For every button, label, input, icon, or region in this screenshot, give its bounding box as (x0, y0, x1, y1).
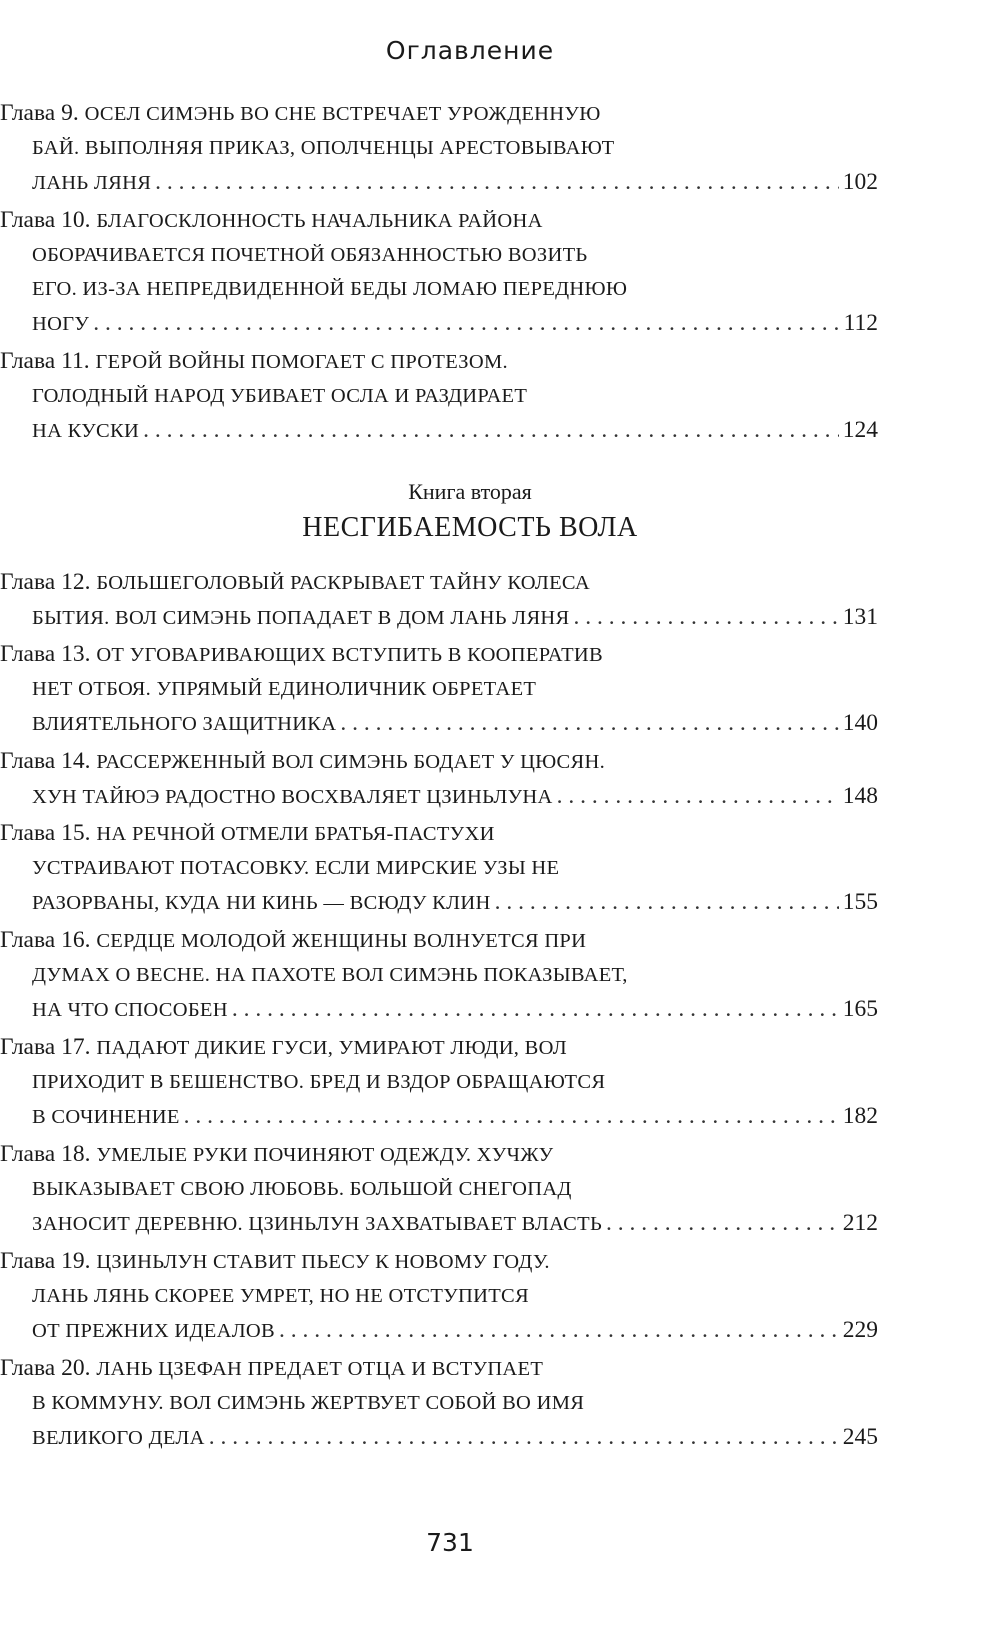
chapter-title-line: ВЛИЯТЕЛЬНОГО ЗАЩИТНИКА (32, 713, 337, 735)
chapter-title-line: НА РЕЧНОЙ ОТМЕЛИ БРАТЬЯ-ПАСТУХИ (96, 823, 495, 845)
chapter-title-line: БЫТИЯ. ВОЛ СИМЭНЬ ПОПАДАЕТ В ДОМ ЛАНЬ ЛЯНЯ (32, 607, 570, 629)
page-number: 229 (842, 1317, 878, 1343)
chapter-title-line: СЕРДЦЕ МОЛОДОЙ ЖЕНЩИНЫ ВОЛНУЕТСЯ ПРИ (96, 930, 587, 952)
chapter-title-line: ЛАНЬ ЛЯНЬ СКОРЕЕ УМРЕТ, НО НЕ ОТСТУПИТСЯ (32, 1285, 529, 1307)
chapter-title-line: ЛАНЬ ЦЗЕФАН ПРЕДАЕТ ОТЦА И ВСТУПАЕТ (96, 1358, 544, 1380)
page-number: 140 (842, 710, 878, 736)
chapter-title-line: НА КУСКИ (32, 420, 140, 442)
chapter-title-line: ДУМАХ О ВЕСНЕ. НА ПАХОТЕ ВОЛ СИМЭНЬ ПОКАЗЫВАЕТ, (32, 964, 628, 986)
dot-leader (279, 1313, 839, 1347)
page-number: 102 (842, 169, 878, 195)
toc-entry-9[interactable] (0, 96, 878, 200)
page-number: 148 (842, 783, 878, 809)
chapter-label: Глава 12. (0, 569, 91, 595)
page-number: 124 (842, 417, 878, 443)
chapter-title-line: УСТРАИВАЮТ ПОТАСОВКУ. ЕСЛИ МИРСКИЕ УЗЫ НЕ (32, 857, 560, 879)
chapter-title-line: ЦЗИНЬЛУН СТАВИТ ПЬЕСУ К НОВОМУ ГОДУ. (96, 1251, 550, 1273)
chapter-label: Глава 16. (0, 927, 91, 953)
toc-entry-16[interactable] (0, 923, 878, 1027)
dot-leader (495, 885, 839, 919)
page-number: 245 (842, 1424, 878, 1450)
chapter-title-line: ГОЛОДНЫЙ НАРОД УБИВАЕТ ОСЛА И РАЗДИРАЕТ (32, 385, 528, 407)
page-number: 165 (842, 996, 878, 1022)
chapter-title-line: ЗАНОСИТ ДЕРЕВНЮ. ЦЗИНЬЛУН ЗАХВАТЫВАЕТ ВЛАСТЬ (32, 1213, 603, 1235)
chapter-label: Глава 9. (0, 100, 79, 126)
dot-leader (209, 1420, 839, 1454)
page-number: 212 (842, 1210, 878, 1236)
chapter-title-line: ОСЕЛ СИМЭНЬ ВО СНЕ ВСТРЕЧАЕТ УРОЖДЕННУЮ (84, 103, 601, 125)
toc-entry-10[interactable] (0, 203, 878, 341)
chapter-label: Глава 20. (0, 1355, 91, 1381)
dot-leader (93, 306, 839, 340)
chapter-label: Глава 14. (0, 748, 91, 774)
page-number: 112 (843, 310, 878, 336)
toc-entry-19[interactable] (0, 1244, 878, 1348)
chapter-title-line: ГЕРОЙ ВОЙНЫ ПОМОГАЕТ С ПРОТЕЗОМ. (95, 351, 508, 373)
chapter-label: Глава 11. (0, 348, 90, 374)
chapter-title-line: БЛАГОСКЛОННОСТЬ НАЧАЛЬНИКА РАЙОНА (96, 210, 543, 232)
chapter-title-line: ЕГО. ИЗ-ЗА НЕПРЕДВИДЕННОЙ БЕДЫ ЛОМАЮ ПЕРЕДНЮЮ (32, 278, 628, 300)
toc-entry-13[interactable] (0, 637, 878, 741)
chapter-title-line: ОТ ПРЕЖНИХ ИДЕАЛОВ (32, 1320, 275, 1342)
running-head: Оглавление (385, 36, 555, 65)
toc-entry-20[interactable] (0, 1351, 878, 1455)
toc-entry-18[interactable] (0, 1137, 878, 1241)
toc-entry-17[interactable] (0, 1030, 878, 1134)
chapter-label: Глава 10. (0, 207, 91, 233)
chapter-title-line: УМЕЛЫЕ РУКИ ПОЧИНЯЮТ ОДЕЖДУ. ХУЧЖУ (96, 1144, 554, 1166)
toc-entry-12[interactable] (0, 565, 878, 635)
chapter-title-line: БОЛЬШЕГОЛОВЫЙ РАСКРЫВАЕТ ТАЙНУ КОЛЕСА (96, 572, 590, 594)
page-number: 155 (842, 889, 878, 915)
chapter-title-line: РАЗОРВАНЫ, КУДА НИ КИНЬ — ВСЮДУ КЛИН (32, 892, 491, 914)
chapter-title-line: ОБОРАЧИВАЕТСЯ ПОЧЕТНОЙ ОБЯЗАННОСТЬЮ ВОЗИТЬ (32, 244, 588, 266)
chapter-title-line: ВЫКАЗЫВАЕТ СВОЮ ЛЮБОВЬ. БОЛЬШОЙ СНЕГОПАД (32, 1178, 572, 1200)
chapter-title-line: ОТ УГОВАРИВАЮЩИХ ВСТУПИТЬ В КООПЕРАТИВ (96, 644, 603, 666)
chapter-title-line: ПРИХОДИТ В БЕШЕНСТВО. БРЕД И ВЗДОР ОБРАЩАЮТСЯ (32, 1071, 606, 1093)
dot-leader (557, 779, 839, 813)
dot-leader (606, 1206, 839, 1240)
chapter-label: Глава 18. (0, 1141, 91, 1167)
chapter-title-line: РАССЕРЖЕННЫЙ ВОЛ СИМЭНЬ БОДАЕТ У ЦЮСЯН. (96, 751, 606, 773)
chapter-title-line: ЛАНЬ ЛЯНЯ (32, 172, 152, 194)
chapter-title-line: НА ЧТО СПОСОБЕН (32, 999, 228, 1021)
chapter-label: Глава 17. (0, 1034, 91, 1060)
chapter-label: Глава 19. (0, 1248, 91, 1274)
chapter-title-line: НЕТ ОТБОЯ. УПРЯМЫЙ ЕДИНОЛИЧНИК ОБРЕТАЕТ (32, 678, 537, 700)
chapter-title-line: ПАДАЮТ ДИКИЕ ГУСИ, УМИРАЮТ ЛЮДИ, ВОЛ (96, 1037, 567, 1059)
page-number: 182 (842, 1103, 878, 1129)
chapter-title-line: ВЕЛИКОГО ДЕЛА (32, 1427, 205, 1449)
chapter-label: Глава 15. (0, 820, 91, 846)
dot-leader (232, 992, 839, 1026)
dot-leader (574, 600, 839, 634)
book-label: Книга вторая (408, 479, 532, 504)
dot-leader (155, 165, 839, 199)
page-number: 131 (842, 604, 878, 630)
chapter-title-line: ХУН ТАЙЮЭ РАДОСТНО ВОСХВАЛЯЕТ ЦЗИНЬЛУНА (32, 786, 553, 808)
chapter-label: Глава 13. (0, 641, 91, 667)
page-folio: 731 (426, 1528, 474, 1557)
book-title: НЕСГИБАЕМОСТЬ ВОЛА (302, 512, 638, 543)
chapter-title-line: В СОЧИНЕНИЕ (32, 1106, 180, 1128)
dot-leader (340, 706, 838, 740)
toc-entry-11[interactable] (0, 344, 878, 448)
toc-entry-15[interactable] (0, 816, 878, 920)
toc-entry-14[interactable] (0, 744, 878, 814)
chapter-title-line: В КОММУНУ. ВОЛ СИМЭНЬ ЖЕРТВУЕТ СОБОЙ ВО ИМЯ (32, 1392, 585, 1414)
dot-leader (143, 413, 839, 447)
chapter-title-line: БАЙ. ВЫПОЛНЯЯ ПРИКАЗ, ОПОЛЧЕНЦЫ АРЕСТОВЫВАЮТ (32, 137, 615, 159)
chapter-title-line: НОГУ (32, 313, 90, 335)
dot-leader (184, 1099, 839, 1133)
